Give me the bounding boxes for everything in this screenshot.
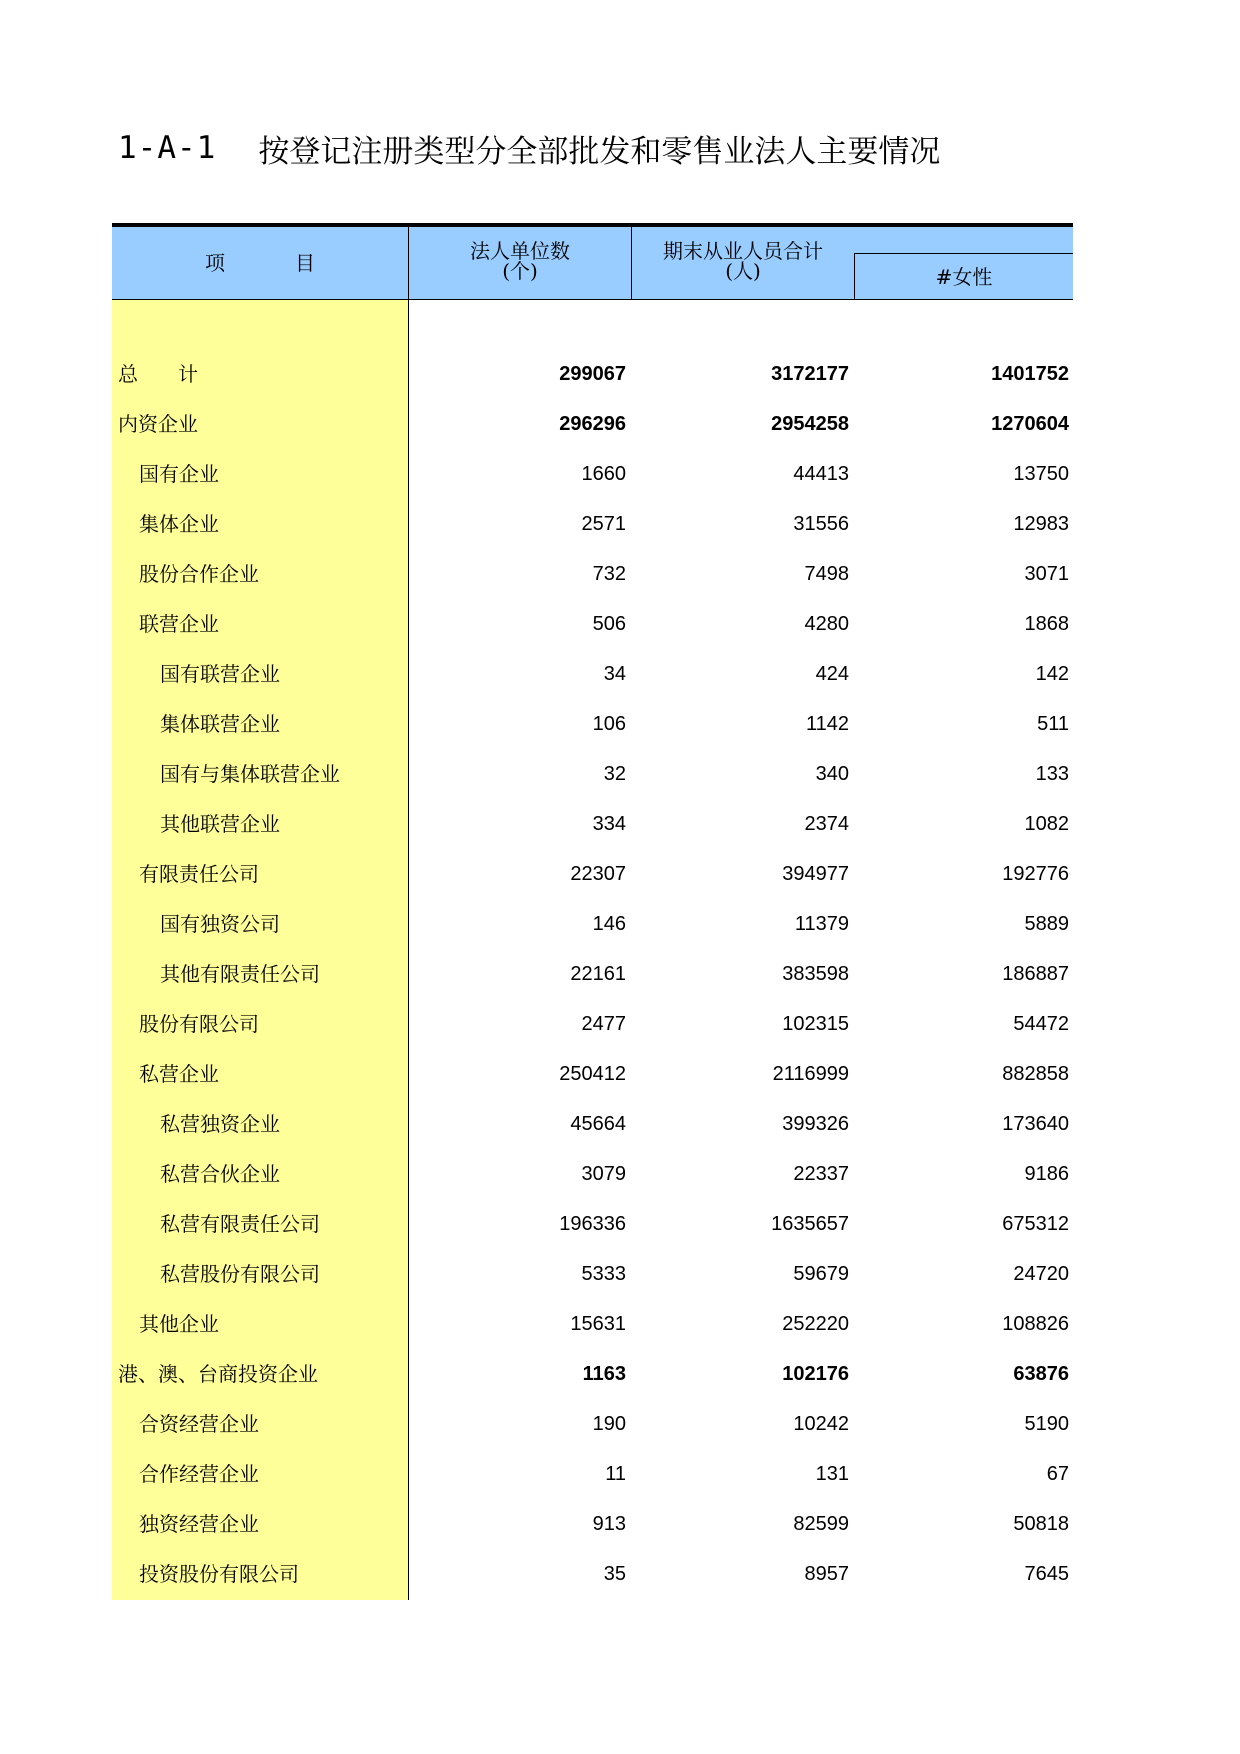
table-row	[112, 1549, 1073, 1599]
cell-employees: 102176	[782, 1363, 849, 1385]
row-label: 其他企业	[139, 1312, 219, 1336]
row-label: 国有独资公司	[160, 912, 280, 936]
cell-employees: 131	[815, 1463, 849, 1485]
cell-units: 45664	[570, 1113, 626, 1135]
header-item-char-b: 目	[295, 251, 315, 275]
table-row	[112, 1349, 1073, 1399]
table-code: 1-A-1	[118, 130, 217, 166]
cell-female: 173640	[1002, 1113, 1069, 1135]
header-employees	[632, 227, 854, 299]
cell-units: 3079	[581, 1163, 626, 1185]
cell-employees: 10242	[793, 1413, 849, 1435]
cell-employees: 252220	[782, 1313, 849, 1335]
row-label: 投资股份有限公司	[139, 1562, 299, 1586]
table-row	[112, 549, 1073, 599]
cell-units: 732	[592, 563, 626, 585]
row-label: 私营股份有限公司	[160, 1262, 320, 1286]
cell-employees: 399326	[782, 1113, 849, 1135]
header-units-title: 法人单位数	[470, 239, 570, 263]
row-label: 私营有限责任公司	[160, 1212, 320, 1236]
header-item	[112, 227, 408, 299]
cell-units: 22161	[570, 963, 626, 985]
table-row	[112, 949, 1073, 999]
row-label: 总 计	[118, 362, 198, 386]
cell-female: 24720	[1013, 1263, 1069, 1285]
cell-female: 192776	[1002, 863, 1069, 885]
row-label: 私营独资企业	[160, 1112, 280, 1136]
cell-units: 15631	[570, 1313, 626, 1335]
cell-units: 1660	[581, 463, 626, 485]
cell-female: 1401752	[991, 363, 1069, 385]
header-divider	[408, 227, 409, 299]
row-label: 国有与集体联营企业	[160, 762, 340, 786]
cell-units: 1163	[582, 1363, 626, 1385]
cell-female: 9186	[1024, 1163, 1069, 1185]
cell-employees: 424	[815, 663, 849, 685]
table-row	[112, 799, 1073, 849]
cell-female: 1868	[1024, 613, 1069, 635]
header-employees-title: 期末从业人员合计	[663, 239, 823, 263]
cell-employees: 8957	[804, 1563, 849, 1585]
row-label: 其他有限责任公司	[160, 962, 320, 986]
cell-female: 882858	[1002, 1063, 1069, 1085]
cell-units: 106	[592, 713, 626, 735]
table-row	[112, 449, 1073, 499]
row-label: 集体企业	[139, 512, 219, 536]
table-row	[112, 1149, 1073, 1199]
cell-units: 913	[592, 1513, 626, 1535]
header-units-unit: (个)	[502, 259, 538, 283]
table-row	[112, 1299, 1073, 1349]
cell-female: 1082	[1024, 813, 1069, 835]
table-row	[112, 649, 1073, 699]
row-label: 合作经营企业	[139, 1462, 259, 1486]
table-row	[112, 749, 1073, 799]
header-divider	[631, 227, 632, 299]
cell-employees: 383598	[782, 963, 849, 985]
page-title	[118, 128, 940, 168]
row-label: 联营企业	[139, 612, 219, 636]
cell-female: 3071	[1024, 563, 1069, 585]
row-label: 有限责任公司	[139, 862, 259, 886]
cell-female: 54472	[1013, 1013, 1069, 1035]
table-row	[112, 999, 1073, 1049]
cell-female: 5889	[1024, 913, 1069, 935]
cell-units: 32	[603, 763, 626, 785]
cell-employees: 102315	[782, 1013, 849, 1035]
table-row	[112, 499, 1073, 549]
cell-units: 146	[592, 913, 626, 935]
table-row	[112, 349, 1073, 399]
cell-units: 5333	[581, 1263, 626, 1285]
cell-units: 190	[592, 1413, 626, 1435]
table-row	[112, 1049, 1073, 1099]
row-label: 其他联营企业	[160, 812, 280, 836]
row-label: 股份有限公司	[139, 1012, 259, 1036]
cell-female: 511	[1037, 713, 1069, 735]
cell-units: 296296	[559, 413, 626, 435]
cell-units: 34	[603, 663, 626, 685]
cell-employees: 11379	[794, 913, 849, 935]
row-label: 独资经营企业	[139, 1512, 259, 1536]
header-sub-rule	[854, 253, 1073, 254]
cell-employees: 22337	[793, 1163, 849, 1185]
cell-employees: 4280	[804, 613, 849, 635]
row-label: 集体联营企业	[160, 712, 280, 736]
cell-employees: 1142	[805, 713, 849, 735]
row-label: 合资经营企业	[139, 1412, 259, 1436]
row-label: 国有企业	[139, 462, 219, 486]
cell-female: 67	[1046, 1463, 1069, 1485]
cell-female: 50818	[1013, 1513, 1069, 1535]
cell-employees: 44413	[793, 463, 849, 485]
cell-female: 186887	[1002, 963, 1069, 985]
header-units	[409, 227, 631, 299]
cell-female: 7645	[1024, 1563, 1069, 1585]
table-title: 按登记注册类型分全部批发和零售业法人主要情况	[258, 133, 941, 170]
cell-employees: 2374	[804, 813, 849, 835]
table-row	[112, 1249, 1073, 1299]
cell-employees: 82599	[793, 1513, 849, 1535]
cell-units: 334	[592, 813, 626, 835]
cell-female: 675312	[1002, 1213, 1069, 1235]
cell-units: 2477	[581, 1013, 626, 1035]
row-label: 内资企业	[118, 412, 198, 436]
table-row	[112, 849, 1073, 899]
cell-female: 1270604	[991, 413, 1069, 435]
cell-employees: 7498	[804, 563, 849, 585]
cell-employees: 3172177	[771, 363, 849, 385]
cell-employees: 2116999	[772, 1063, 849, 1085]
table-row	[112, 1099, 1073, 1149]
cell-employees: 394977	[782, 863, 849, 885]
header-female	[855, 254, 1073, 299]
cell-units: 506	[592, 613, 626, 635]
cell-units: 2571	[581, 513, 626, 535]
row-label: 港、澳、台商投资企业	[118, 1362, 318, 1386]
cell-employees: 1635657	[771, 1213, 849, 1235]
cell-female: 13750	[1013, 463, 1069, 485]
cell-units: 196336	[559, 1213, 626, 1235]
table-row	[112, 1199, 1073, 1249]
row-label: 国有联营企业	[160, 662, 280, 686]
cell-female: 108826	[1002, 1313, 1069, 1335]
cell-female: 133	[1035, 763, 1069, 785]
row-label: 私营企业	[139, 1062, 219, 1086]
header-divider	[854, 254, 855, 299]
table-row	[112, 1399, 1073, 1449]
cell-female: 12983	[1013, 513, 1069, 535]
header-item-char-a: 项	[205, 251, 225, 275]
row-label: 股份合作企业	[139, 562, 259, 586]
cell-units: 35	[603, 1563, 626, 1585]
cell-units: 22307	[570, 863, 626, 885]
header-female-label: #女性	[935, 264, 993, 289]
table-row	[112, 399, 1073, 449]
row-label: 私营合伙企业	[160, 1162, 280, 1186]
cell-female: 63876	[1013, 1363, 1069, 1385]
header-employees-unit: (人)	[725, 259, 761, 283]
cell-units: 11	[605, 1463, 626, 1485]
cell-employees: 31556	[793, 513, 849, 535]
cell-employees: 2954258	[771, 413, 849, 435]
table-row	[112, 1499, 1073, 1549]
table-row	[112, 699, 1073, 749]
cell-female: 5190	[1024, 1413, 1069, 1435]
table-header	[112, 227, 1073, 299]
cell-employees: 340	[815, 763, 849, 785]
cell-units: 250412	[559, 1063, 626, 1085]
cell-female: 142	[1035, 663, 1069, 685]
cell-units: 299067	[559, 363, 626, 385]
table-row	[112, 899, 1073, 949]
cell-employees: 59679	[793, 1263, 849, 1285]
table-row	[112, 599, 1073, 649]
table-row	[112, 1449, 1073, 1499]
